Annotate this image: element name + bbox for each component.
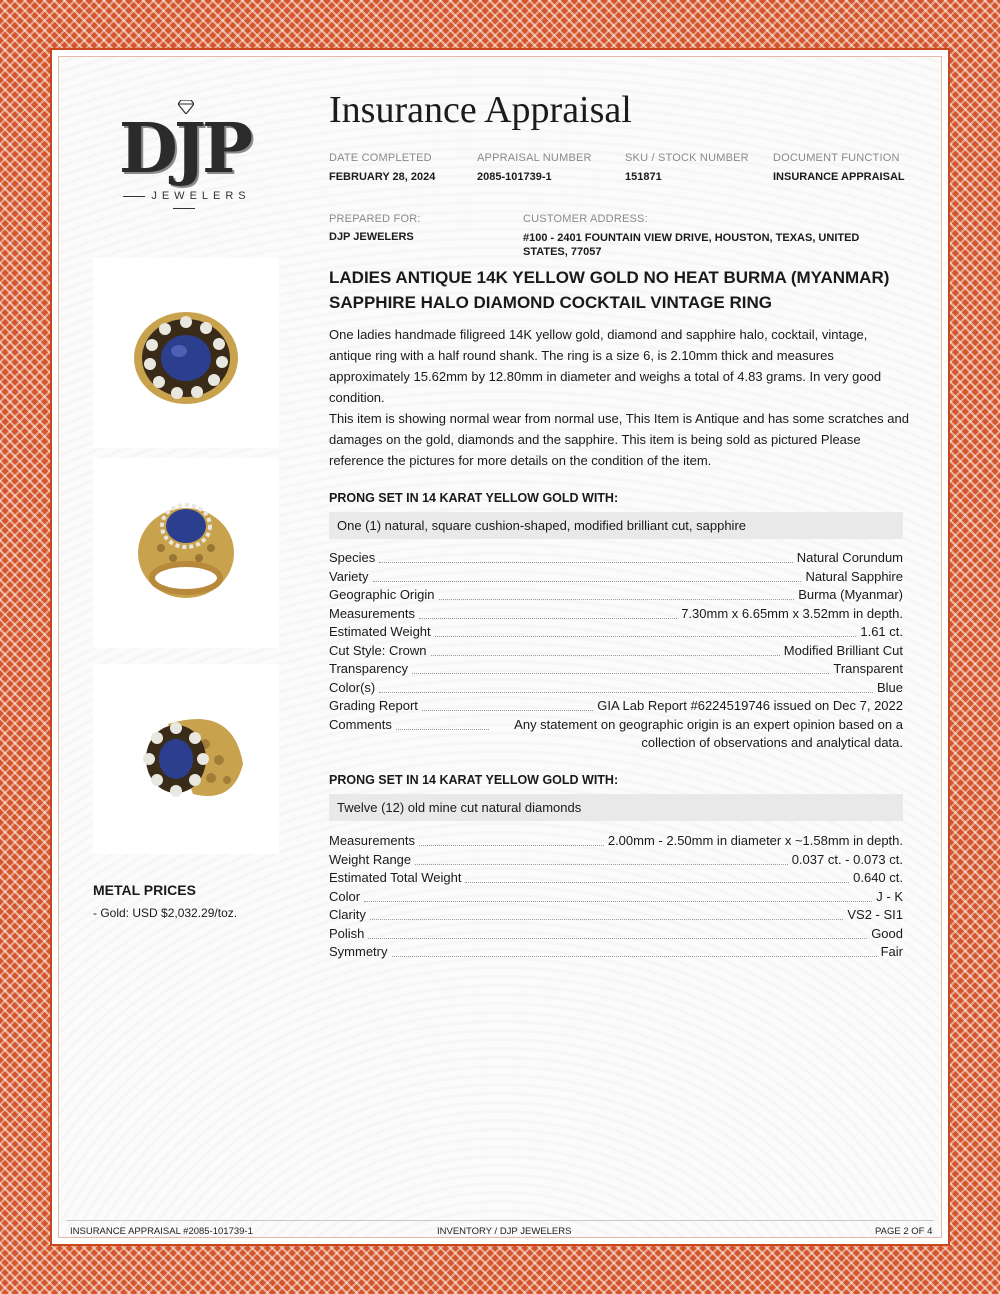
sapphire-section-heading: PRONG SET IN 14 KARAT YELLOW GOLD WITH: xyxy=(329,491,619,505)
spec-value: Any statement on geographic origin is an expert opinion based on a collection of observations and analytical data. xyxy=(514,716,903,750)
dot-leader xyxy=(370,906,844,920)
spec-row xyxy=(329,586,903,605)
sapphire-summary: One (1) natural, square cushion-shaped, modified brilliant cut, sapphire xyxy=(329,512,903,539)
ring-photo-side xyxy=(93,664,279,854)
diamond-section-heading: PRONG SET IN 14 KARAT YELLOW GOLD WITH: xyxy=(329,773,619,787)
spec-key: Color(s) xyxy=(329,679,376,695)
dot-leader xyxy=(419,605,677,619)
dot-leader xyxy=(419,832,604,846)
spec-key: Grading Report xyxy=(329,698,418,713)
spec-value: 7.30mm x 6.65mm x 3.52mm in depth. xyxy=(681,605,903,621)
dot-leader xyxy=(379,549,793,563)
spec-row xyxy=(329,851,903,870)
spec-value: Modified Brilliant Cut xyxy=(783,642,903,658)
spec-value: Fair xyxy=(880,944,903,959)
spec-row xyxy=(329,623,903,642)
spec-value: 0.640 ct. xyxy=(853,870,903,885)
spec-value: Blue xyxy=(876,679,903,695)
spec-row xyxy=(329,568,903,587)
footer-inventory: INVENTORY / DJP JEWELERS xyxy=(437,1226,572,1237)
item-title: LADIES ANTIQUE 14K YELLOW GOLD NO HEAT BURMA (MYANMAR) SAPPHIRE HALO DIAMOND COCKTAIL VINTAGE RING xyxy=(329,268,890,312)
spec-row xyxy=(329,869,903,888)
dot-leader xyxy=(465,869,849,883)
dot-leader xyxy=(435,623,857,637)
dot-leader xyxy=(422,697,593,711)
meta-value-date: FEBRUARY 28, 2024 xyxy=(329,171,436,183)
meta-value-sku: 151871 xyxy=(625,171,662,183)
spec-row xyxy=(329,697,903,716)
spec-key: Measurements xyxy=(329,833,415,848)
spec-key: Estimated Total Weight xyxy=(329,870,462,885)
spec-row xyxy=(329,605,903,624)
spec-key: Comments xyxy=(329,716,392,732)
dot-leader xyxy=(439,586,795,600)
footer-rule xyxy=(66,1220,934,1221)
dot-leader xyxy=(396,716,489,730)
spec-row xyxy=(329,888,903,907)
dot-leader xyxy=(431,642,780,656)
ring-photo-top xyxy=(93,258,279,448)
meta-value-appraisal-number: 2085-101739-1 xyxy=(477,171,552,183)
spec-row xyxy=(329,679,903,698)
spec-key: Variety xyxy=(329,568,369,584)
spec-value: VS2 - SI1 xyxy=(847,907,903,922)
dot-leader xyxy=(415,851,788,865)
diamond-spec-list xyxy=(329,832,903,962)
spec-row xyxy=(329,549,903,568)
dot-leader xyxy=(412,660,829,674)
spec-key: Measurements xyxy=(329,605,415,621)
spec-key: Color xyxy=(329,888,361,904)
spec-row xyxy=(329,716,903,753)
item-condition-note: This item is showing normal wear from normal use, This Item is Antique and has some scratches and damages on the gold, diamonds and the sapphire. This item is being sold as pictured Please reference the pictures for more details on the condition of the item. xyxy=(329,411,909,468)
meta-label-sku: SKU / STOCK NUMBER xyxy=(625,152,749,164)
spec-key: Geographic Origin xyxy=(329,587,435,602)
customer-address-value: #100 - 2401 FOUNTAIN VIEW DRIVE, HOUSTON, TEXAS, UNITED STATES, 77057 xyxy=(523,232,860,258)
ring-photo-back xyxy=(93,458,279,648)
spec-value: Burma (Myanmar) xyxy=(798,587,903,602)
spec-value: 0.037 ct. - 0.073 ct. xyxy=(791,851,903,867)
meta-value-document-function: INSURANCE APPRAISAL xyxy=(773,171,905,183)
prepared-for-label: PREPARED FOR: xyxy=(329,213,421,225)
dot-leader xyxy=(392,943,877,957)
spec-row xyxy=(329,832,903,851)
dot-leader xyxy=(364,888,872,902)
spec-value: J - K xyxy=(876,888,903,904)
spec-key: Species xyxy=(329,550,376,565)
gold-price: - Gold: USD $2,032.29/toz. xyxy=(93,906,238,920)
spec-key: Estimated Weight xyxy=(329,624,431,639)
meta-label-document-function: DOCUMENT FUNCTION xyxy=(773,152,900,164)
footer-page-number: PAGE 2 OF 4 xyxy=(875,1226,933,1237)
meta-label-appraisal-number: APPRAISAL NUMBER xyxy=(477,152,592,164)
prepared-for-value: DJP JEWELERS xyxy=(329,231,414,243)
spec-value: 2.00mm - 2.50mm in diameter x ~1.58mm in depth. xyxy=(607,833,903,848)
spec-value: Natural Corundum xyxy=(796,550,903,565)
logo-letters: DJP xyxy=(118,109,250,189)
dot-leader xyxy=(368,925,867,939)
spec-value: Transparent xyxy=(833,661,903,676)
footer-appraisal-number: INSURANCE APPRAISAL #2085-101739-1 xyxy=(70,1226,253,1237)
spec-value: Natural Sapphire xyxy=(805,568,903,584)
meta-label-date: DATE COMPLETED xyxy=(329,152,432,164)
spec-key: Symmetry xyxy=(329,944,388,959)
spec-value: 1.61 ct. xyxy=(860,624,903,639)
spec-row xyxy=(329,642,903,661)
djp-logo xyxy=(104,100,264,212)
spec-key: Cut Style: Crown xyxy=(329,642,427,658)
item-description: One ladies handmade filigreed 14K yellow gold, diamond and sapphire halo, cocktail, vintage, antique ring with a half round shank. The ring is a size 6, is 2.10mm thick and measures approximately 15.62mm by 12.80mm in diameter and weighs a total of 4.83 grams. In very good condition. xyxy=(329,327,882,405)
spec-row xyxy=(329,943,903,962)
page-title: Insurance Appraisal xyxy=(329,89,632,131)
metal-prices-heading: METAL PRICES xyxy=(93,882,196,898)
sapphire-spec-list xyxy=(329,549,903,753)
logo-subtitle: JEWELERS xyxy=(104,190,264,214)
spec-value: GIA Lab Report #6224519746 issued on Dec 7, 2022 xyxy=(597,698,903,713)
dot-leader xyxy=(373,568,802,582)
spec-key: Weight Range xyxy=(329,851,412,867)
spec-key: Transparency xyxy=(329,661,408,676)
spec-value: Good xyxy=(871,925,903,941)
spec-row xyxy=(329,906,903,925)
spec-key: Clarity xyxy=(329,907,366,922)
dot-leader xyxy=(379,679,873,693)
spec-key: Polish xyxy=(329,925,365,941)
spec-row xyxy=(329,660,903,679)
diamond-summary: Twelve (12) old mine cut natural diamonds xyxy=(329,794,903,821)
spec-row xyxy=(329,925,903,944)
customer-address-label: CUSTOMER ADDRESS: xyxy=(523,213,648,225)
